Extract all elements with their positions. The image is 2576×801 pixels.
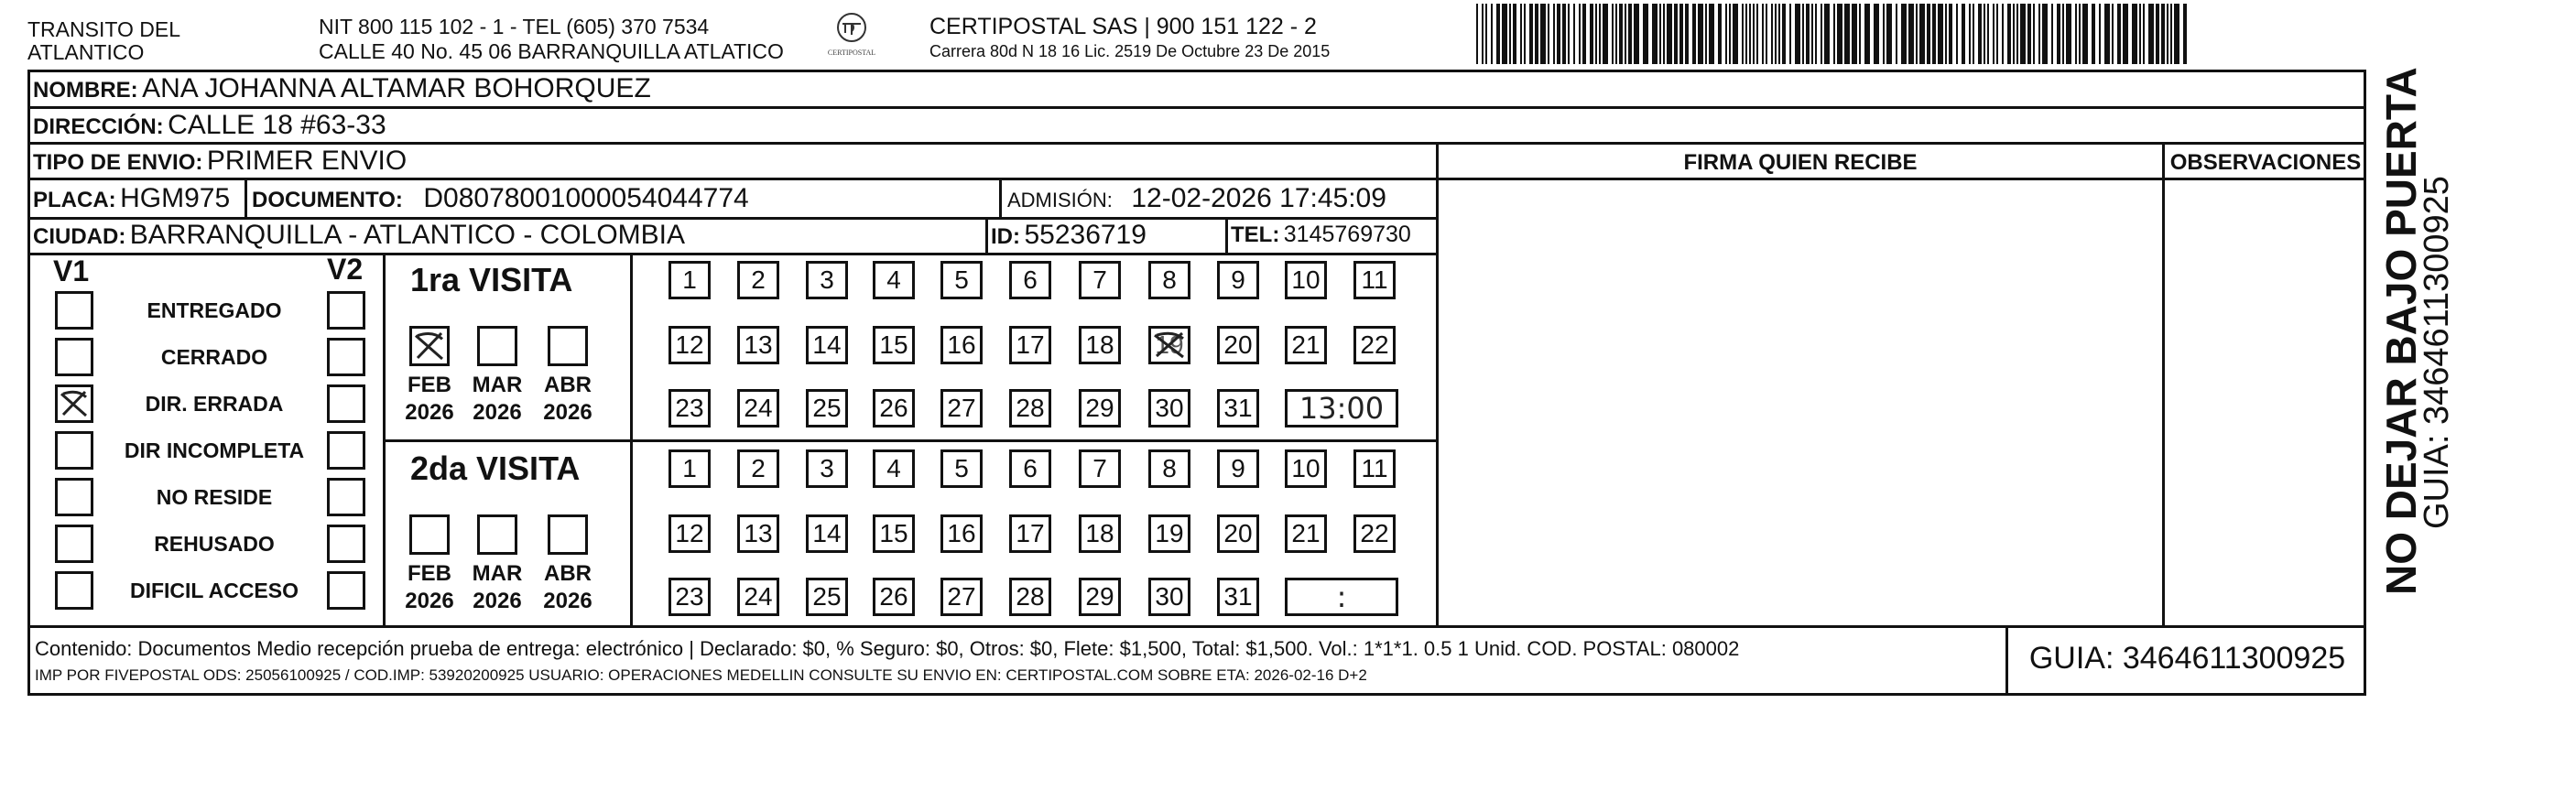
company-info — [929, 13, 1330, 62]
barcode-bar — [1908, 4, 1914, 64]
day-box[interactable]: 16 — [940, 326, 983, 364]
barcode — [1476, 4, 2187, 64]
barcode-bar — [1579, 4, 1581, 64]
status-label: DIR INCOMPLETA — [124, 438, 305, 462]
day-box[interactable]: 13 — [737, 514, 779, 553]
barcode-bar — [2167, 4, 2168, 64]
month-year: 2026 — [473, 589, 522, 613]
org-name-line1: TRANSITO DEL — [27, 17, 180, 41]
license-line: Carrera 80d N 18 16 Lic. 2519 De Octubre 23 De 2015 — [929, 42, 1331, 60]
barcode-bar — [1725, 4, 1727, 64]
barcode-bar — [1590, 4, 1593, 64]
barcode-bar — [2112, 4, 2114, 64]
month-label — [531, 372, 604, 427]
v2-checkbox[interactable] — [327, 525, 365, 563]
barcode-bar — [2117, 4, 2121, 64]
barcode-bar — [2092, 4, 2095, 64]
barcode-bar — [1978, 4, 1982, 64]
logo-icon — [831, 11, 872, 44]
barcode-bar — [1973, 4, 1974, 64]
barcode-bar — [1771, 4, 1773, 64]
barcode-bar — [1789, 4, 1791, 64]
certipostal-logo — [815, 11, 888, 66]
day-box[interactable]: 4 — [873, 449, 915, 488]
day-box[interactable]: 20 — [1217, 326, 1259, 364]
day-box[interactable]: 31 — [1217, 578, 1259, 616]
barcode-bar — [1896, 4, 1897, 64]
document-field — [252, 183, 749, 214]
barcode-bar — [2027, 4, 2031, 64]
barcode-bar — [2161, 4, 2165, 64]
barcode-bar — [2013, 4, 2015, 64]
barcode-bar — [1806, 4, 1810, 64]
logo-text: CERTIPOSTAL — [827, 49, 876, 57]
time-value: 13:00 — [1299, 391, 1385, 426]
visit-title: 1ra VISITA — [410, 261, 573, 298]
day-box[interactable]: 8 — [1148, 261, 1190, 299]
barcode-bar — [1962, 4, 1965, 64]
barcode-bar — [1634, 4, 1639, 64]
name-label: NOMBRE: — [33, 78, 138, 103]
firma-label: FIRMA QUIEN RECIBE — [1683, 150, 1918, 175]
barcode-bar — [1901, 4, 1907, 64]
day-box[interactable]: 3 — [806, 449, 848, 488]
v2-checkbox[interactable] — [327, 571, 365, 610]
day-box[interactable]: 13 — [737, 326, 779, 364]
barcode-bar — [1612, 4, 1614, 64]
barcode-bar — [1996, 4, 1998, 64]
admission-value: 12-02-2026 17:45:09 — [1131, 183, 1386, 213]
barcode-bar — [1919, 4, 1925, 64]
barcode-bar — [2099, 4, 2101, 64]
day-box[interactable]: 11 — [1353, 449, 1396, 488]
barcode-bar — [1595, 4, 1597, 64]
contents-line: Contenido: Documentos Medio recepción prueba de entrega: electrónico | Declarado: $0, % Seguro: $0, Otros: $0, Flete: $1,500, Total: $1,500. Vol.: 1*1*1. 0.5 1 Unid. COD. POSTAL: 080002 — [35, 637, 1740, 660]
barcode-bar — [2123, 4, 2128, 64]
handwritten-mark-icon — [412, 329, 447, 363]
nit-line: NIT 800 115 102 - 1 - TEL (605) 370 7534 — [319, 15, 710, 38]
month-label — [393, 372, 466, 427]
barcode-bar — [1698, 4, 1703, 64]
document-label: DOCUMENTO: — [252, 188, 403, 212]
day-box[interactable]: 16 — [940, 514, 983, 553]
day-box[interactable]: 4 — [873, 261, 915, 299]
month-name: MAR — [472, 561, 523, 586]
barcode-bar — [2079, 4, 2081, 64]
day-box[interactable]: 12 — [668, 326, 711, 364]
day-box[interactable]: 14 — [806, 514, 848, 553]
barcode-bar — [1496, 4, 1500, 64]
day-box[interactable]: 28 — [1009, 578, 1051, 616]
barcode-bar — [1643, 4, 1648, 64]
month-checkbox[interactable] — [548, 326, 588, 366]
barcode-bar — [1659, 4, 1661, 64]
day-box[interactable]: 26 — [873, 578, 915, 616]
barcode-bar — [1573, 4, 1575, 64]
org-name-line2: ATLANTICO — [27, 40, 145, 64]
day-box[interactable]: 30 — [1148, 389, 1190, 428]
v1-checkbox[interactable] — [55, 338, 93, 376]
v1-checkbox[interactable] — [55, 291, 93, 330]
month-year: 2026 — [405, 400, 454, 425]
day-box[interactable]: 31 — [1217, 389, 1259, 428]
barcode-bar — [1529, 4, 1533, 64]
day-box[interactable]: 21 — [1285, 326, 1327, 364]
day-box[interactable]: 10 — [1285, 261, 1327, 299]
barcode-bar — [1674, 4, 1678, 64]
barcode-bar — [2156, 4, 2159, 64]
barcode-bar — [1795, 4, 1800, 64]
barcode-bar — [2066, 4, 2071, 64]
barcode-bar — [1729, 4, 1731, 64]
barcode-bar — [2007, 4, 2011, 64]
barcode-bar — [1520, 4, 1522, 64]
day-box[interactable]: 6 — [1009, 261, 1051, 299]
v1-checkbox[interactable] — [55, 478, 93, 516]
side-notice: NO DEJAR BAJO PUERTA — [2377, 67, 2425, 595]
barcode-bar — [1969, 4, 1971, 64]
day-box[interactable]: 15 — [873, 514, 915, 553]
admission-field — [1007, 183, 1386, 214]
city-value: BARRANQUILLA - ATLANTICO - COLOMBIA — [129, 220, 686, 250]
day-box[interactable]: 17 — [1009, 326, 1051, 364]
day-box[interactable]: 24 — [737, 389, 779, 428]
plate-label: PLACA: — [33, 188, 116, 212]
barcode-bar — [2020, 4, 2026, 64]
barcode-bar — [1718, 4, 1722, 64]
barcode-bar — [2143, 4, 2145, 64]
address-value: CALLE 18 #63-33 — [168, 110, 386, 140]
day-box[interactable]: 23 — [668, 578, 711, 616]
time-value: : — [1336, 579, 1347, 614]
day-box[interactable]: 9 — [1217, 261, 1259, 299]
day-box[interactable]: 18 — [1079, 514, 1121, 553]
day-box[interactable]: 27 — [940, 578, 983, 616]
barcode-bar — [1733, 4, 1738, 64]
name-value: ANA JOHANNA ALTAMAR BOHORQUEZ — [142, 73, 651, 103]
v1-checkbox[interactable] — [55, 384, 93, 423]
admission-label: ADMISIÓN: — [1007, 189, 1113, 211]
barcode-bar — [1956, 4, 1958, 64]
city-label: CIUDAD: — [33, 224, 126, 249]
status-label: CERRADO — [160, 345, 268, 369]
day-box[interactable]: 11 — [1353, 261, 1396, 299]
plate-value: HGM975 — [120, 183, 231, 213]
day-box[interactable]: 26 — [873, 389, 915, 428]
day-box[interactable]: 9 — [1217, 449, 1259, 488]
month-name: ABR — [544, 373, 592, 397]
v2-checkbox[interactable] — [327, 291, 365, 330]
barcode-bar — [1984, 4, 1985, 64]
month-label — [461, 372, 534, 427]
barcode-bar — [1599, 4, 1601, 64]
barcode-bar — [1476, 4, 1478, 64]
day-box[interactable]: 17 — [1009, 514, 1051, 553]
barcode-bar — [1562, 4, 1566, 64]
month-checkbox[interactable] — [409, 514, 450, 555]
barcode-bar — [1685, 4, 1689, 64]
time-box[interactable] — [1285, 578, 1398, 616]
barcode-bar — [1859, 4, 1861, 64]
barcode-bar — [2075, 4, 2077, 64]
time-box[interactable] — [1285, 389, 1398, 428]
month-label — [461, 560, 534, 615]
day-box[interactable]: 22 — [1353, 326, 1396, 364]
barcode-bar — [1753, 4, 1755, 64]
barcode-bar — [1615, 4, 1617, 64]
barcode-bar — [2183, 4, 2187, 64]
barcode-bar — [1778, 4, 1780, 64]
city-field — [33, 220, 685, 251]
barcode-bar — [1553, 4, 1555, 64]
month-year: 2026 — [405, 589, 454, 613]
barcode-bar — [1762, 4, 1764, 64]
barcode-bar — [2002, 4, 2004, 64]
barcode-bar — [1491, 4, 1493, 64]
barcode-bar — [1679, 4, 1683, 64]
barcode-bar — [1821, 4, 1822, 64]
barcode-bar — [2057, 4, 2060, 64]
barcode-bar — [1482, 4, 1484, 64]
barcode-bar — [1844, 4, 1850, 64]
barcode-bar — [2038, 4, 2040, 64]
status-label: NO RESIDE — [156, 485, 273, 509]
id-value: 55236719 — [1024, 220, 1147, 250]
org-name — [27, 18, 180, 64]
month-name: MAR — [472, 373, 523, 397]
id-field — [991, 220, 1147, 251]
day-box[interactable]: 25 — [806, 578, 848, 616]
month-name: ABR — [544, 561, 592, 586]
day-box[interactable]: 19 — [1148, 514, 1190, 553]
barcode-bar — [1802, 4, 1804, 64]
barcode-bar — [1705, 4, 1707, 64]
barcode-bar — [1652, 4, 1658, 64]
day-box[interactable]: 12 — [668, 514, 711, 553]
day-box[interactable]: 29 — [1079, 578, 1121, 616]
guia-box-value: GUIA: 3464611300925 — [2028, 641, 2346, 676]
month-year: 2026 — [473, 400, 522, 425]
month-label — [393, 560, 466, 615]
day-box[interactable]: 21 — [1285, 514, 1327, 553]
barcode-bar — [1824, 4, 1830, 64]
document-value: D08078001000054044774 — [423, 183, 749, 213]
day-box[interactable] — [1148, 326, 1190, 364]
day-box[interactable]: 30 — [1148, 578, 1190, 616]
day-box[interactable]: 1 — [668, 261, 711, 299]
day-box[interactable]: 10 — [1285, 449, 1327, 488]
barcode-bar — [1993, 4, 1994, 64]
month-year: 2026 — [543, 400, 592, 425]
barcode-bar — [1485, 4, 1487, 64]
day-box[interactable]: 29 — [1079, 389, 1121, 428]
day-box[interactable]: 27 — [940, 389, 983, 428]
month-name: FEB — [408, 373, 451, 397]
barcode-bar — [1852, 4, 1857, 64]
day-box[interactable]: 28 — [1009, 389, 1051, 428]
day-box[interactable]: 24 — [737, 578, 779, 616]
barcode-bar — [2132, 4, 2137, 64]
barcode-bar — [1557, 4, 1560, 64]
month-checkbox[interactable] — [409, 326, 450, 366]
month-checkbox[interactable] — [477, 326, 517, 366]
barcode-bar — [1811, 4, 1813, 64]
v1-checkbox[interactable] — [55, 525, 93, 563]
day-box[interactable]: 7 — [1079, 449, 1121, 488]
status-label: ENTREGADO — [147, 298, 282, 322]
type-value: PRIMER ENVIO — [206, 146, 408, 176]
barcode-bar — [2082, 4, 2088, 64]
address-field — [33, 110, 386, 141]
barcode-bar — [2139, 4, 2141, 64]
handwritten-mark-icon — [58, 387, 91, 420]
day-box[interactable]: 2 — [737, 449, 779, 488]
barcode-bar — [1625, 4, 1626, 64]
day-box[interactable]: 14 — [806, 326, 848, 364]
month-year: 2026 — [543, 589, 592, 613]
barcode-bar — [1502, 4, 1507, 64]
barcode-bar — [1745, 4, 1747, 64]
type-field — [33, 146, 407, 177]
day-box[interactable]: 22 — [1353, 514, 1396, 553]
barcode-bar — [1945, 4, 1947, 64]
day-box[interactable]: 1 — [668, 449, 711, 488]
barcode-bar — [1603, 4, 1608, 64]
barcode-bar — [2174, 4, 2179, 64]
barcode-bar — [2051, 4, 2053, 64]
barcode-bar — [1932, 4, 1936, 64]
day-number: 19 — [1155, 330, 1184, 359]
barcode-bar — [2104, 4, 2110, 64]
day-box[interactable]: 6 — [1009, 449, 1051, 488]
barcode-bar — [1692, 4, 1696, 64]
barcode-bar — [1883, 4, 1885, 64]
status-label: DIFICIL ACCESO — [129, 579, 299, 602]
observaciones-label: OBSERVACIONES — [2169, 150, 2362, 175]
barcode-bar — [1509, 4, 1511, 64]
handwritten-mark-icon — [1151, 329, 1188, 362]
v2-label: V2 — [327, 253, 364, 286]
barcode-bar — [1568, 4, 1570, 64]
day-box[interactable]: 7 — [1079, 261, 1121, 299]
v1-checkbox[interactable] — [55, 431, 93, 470]
tel-field — [1231, 222, 1411, 248]
barcode-bar — [2016, 4, 2018, 64]
org-contact — [319, 15, 784, 64]
day-box[interactable]: 5 — [940, 449, 983, 488]
barcode-bar — [1619, 4, 1623, 64]
v2-checkbox[interactable] — [327, 478, 365, 516]
day-box[interactable]: 23 — [668, 389, 711, 428]
id-label: ID: — [991, 224, 1020, 249]
day-box[interactable]: 25 — [806, 389, 848, 428]
barcode-bar — [1886, 4, 1892, 64]
v2-checkbox[interactable] — [327, 338, 365, 376]
barcode-bar — [1548, 4, 1549, 64]
barcode-bar — [2148, 4, 2154, 64]
barcode-bar — [2033, 4, 2035, 64]
day-box[interactable]: 5 — [940, 261, 983, 299]
barcode-bar — [2042, 4, 2048, 64]
barcode-bar — [1782, 4, 1786, 64]
day-box[interactable]: 2 — [737, 261, 779, 299]
v1-label: V1 — [53, 254, 90, 287]
barcode-bar — [1535, 4, 1538, 64]
barcode-bar — [1864, 4, 1870, 64]
barcode-bar — [1927, 4, 1930, 64]
barcode-bar — [1949, 4, 1952, 64]
day-box[interactable]: 18 — [1079, 326, 1121, 364]
barcode-bar — [1837, 4, 1842, 64]
day-box[interactable]: 20 — [1217, 514, 1259, 553]
barcode-bar — [1709, 4, 1714, 64]
day-box[interactable]: 15 — [873, 326, 915, 364]
address-line: CALLE 40 No. 45 06 BARRANQUILLA ATLATICO — [319, 39, 784, 63]
barcode-bar — [1833, 4, 1835, 64]
barcode-bar — [1540, 4, 1546, 64]
tel-label: TEL: — [1231, 222, 1280, 247]
barcode-bar — [1766, 4, 1767, 64]
side-guia: GUIA: 3464611300925 — [2418, 176, 2456, 529]
barcode-bar — [1582, 4, 1586, 64]
tel-value: 3145769730 — [1283, 222, 1411, 247]
status-label: DIR. ERRADA — [145, 392, 284, 416]
v2-checkbox[interactable] — [327, 384, 365, 423]
v1-checkbox[interactable] — [55, 571, 93, 610]
barcode-bar — [1742, 4, 1744, 64]
v2-checkbox[interactable] — [327, 431, 365, 470]
company-line: CERTIPOSTAL SAS | 900 151 122 - 2 — [929, 14, 1317, 39]
barcode-bar — [1663, 4, 1665, 64]
barcode-bar — [1874, 4, 1879, 64]
day-box[interactable]: 3 — [806, 261, 848, 299]
barcode-bar — [1938, 4, 1943, 64]
day-box[interactable]: 8 — [1148, 449, 1190, 488]
barcode-bar — [2062, 4, 2064, 64]
barcode-bar — [1815, 4, 1817, 64]
month-checkbox[interactable] — [548, 514, 588, 555]
imp-line: IMP POR FIVEPOSTAL ODS: 25056100925 / COD.IMP: 53920200925 USUARIO: OPERACIONES MEDELLIN CONSULTE SU ENVIO EN: CERTIPOSTAL.COM SOBRE ETA: 2026-02-16 D+2 — [35, 666, 1367, 684]
visit-title: 2da VISITA — [410, 449, 581, 487]
barcode-bar — [1916, 4, 1918, 64]
barcode-bar — [1667, 4, 1672, 64]
month-checkbox[interactable] — [477, 514, 517, 555]
month-name: FEB — [408, 561, 451, 586]
type-label: TIPO DE ENVIO: — [33, 150, 203, 175]
address-label: DIRECCIÓN: — [33, 114, 164, 139]
barcode-bar — [1756, 4, 1758, 64]
plate-field — [33, 183, 230, 214]
barcode-bar — [1524, 4, 1526, 64]
barcode-bar — [1513, 4, 1516, 64]
barcode-bar — [1775, 4, 1777, 64]
barcode-bar — [1749, 4, 1751, 64]
month-label — [531, 560, 604, 615]
barcode-bar — [2170, 4, 2172, 64]
barcode-bar — [1628, 4, 1632, 64]
status-label: REHUSADO — [154, 532, 275, 556]
name-field — [33, 73, 651, 104]
barcode-bar — [1987, 4, 1989, 64]
